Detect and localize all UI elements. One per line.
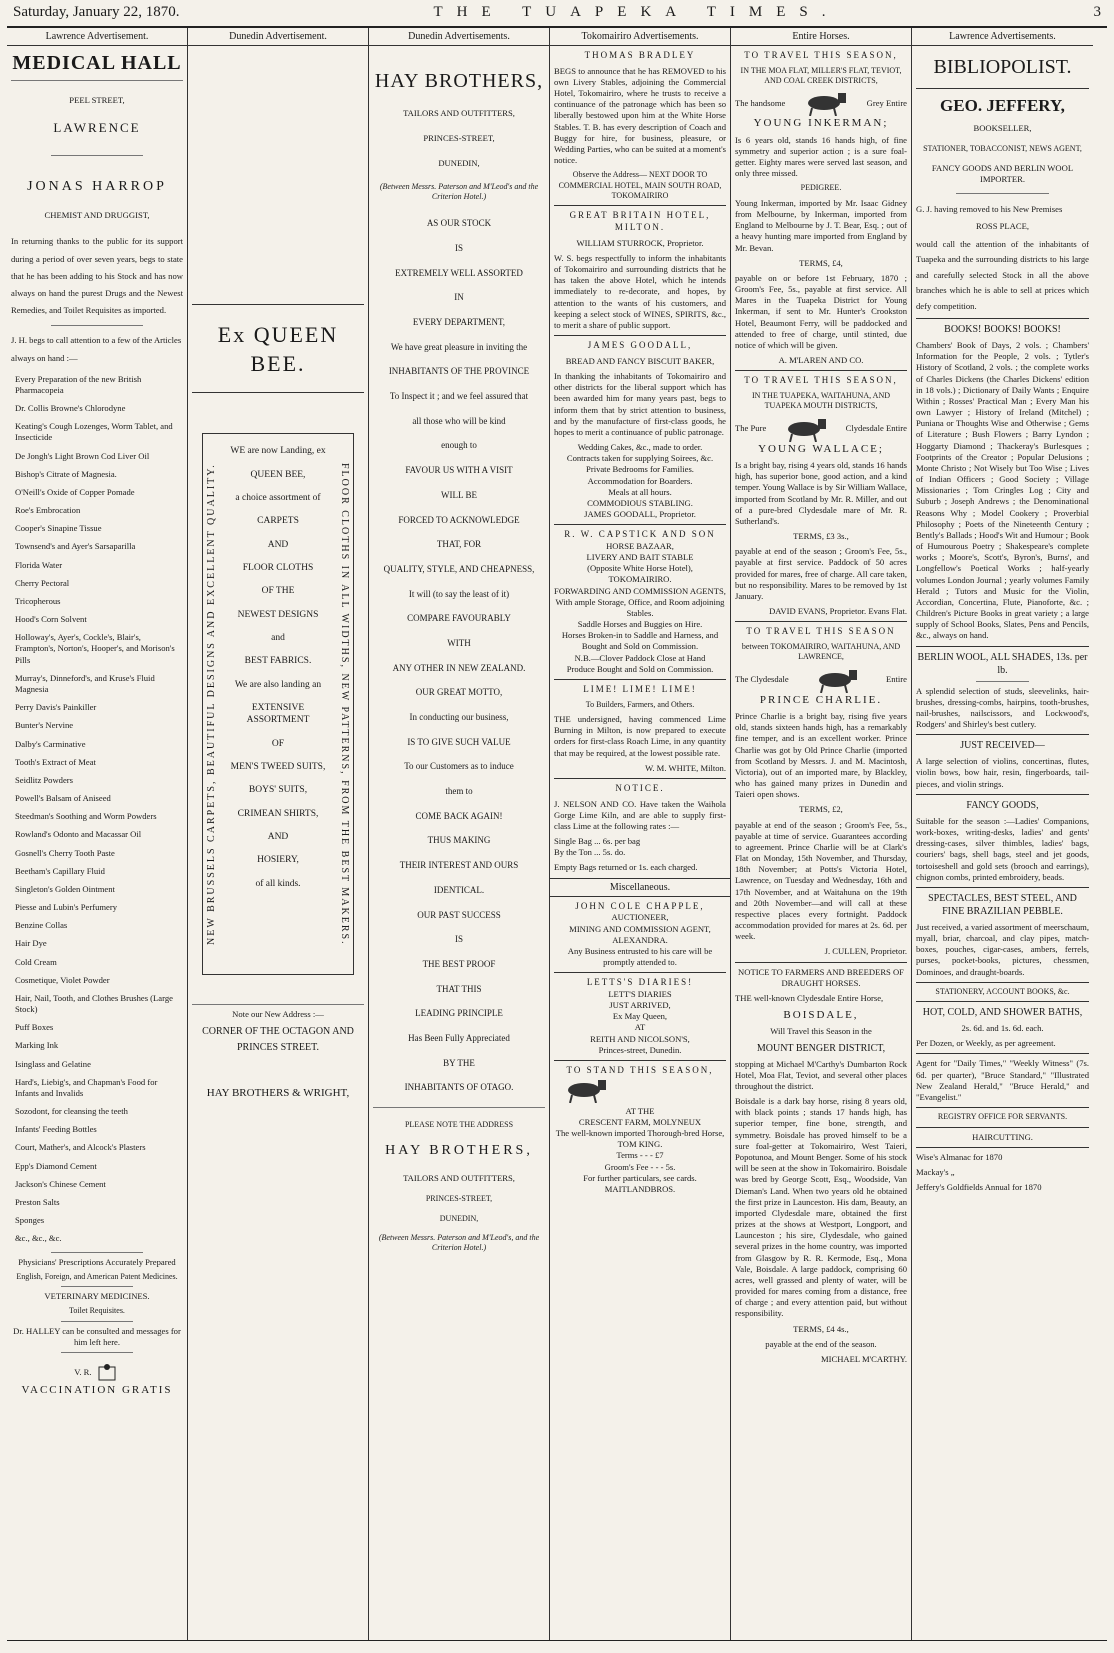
list-item: Benzine Collas [15, 920, 68, 931]
list-item: MINING AND COMMISSION AGENT, [569, 923, 711, 934]
ad-sub: TAILORS AND OUTFITTERS, [403, 108, 515, 118]
article-list [11, 374, 183, 1245]
list-item: MEN'S TWEED SUITS, [230, 762, 326, 772]
list-item: LETT'S DIARIES [608, 988, 672, 999]
list-item: In conducting our business, [409, 712, 509, 723]
vet-line: VETERINARY MEDICINES. [44, 1291, 150, 1302]
list-item: OF THE [261, 586, 295, 597]
capstick-lines [554, 541, 726, 675]
list-item: Cold Cream [15, 956, 57, 967]
chapple-title: JOHN COLE CHAPPLE, [575, 900, 705, 911]
inkerman-terms: TERMS, £4, [799, 257, 843, 268]
list-item: Piesse and Lubin's Perfumery [15, 902, 118, 913]
horse-right-label: Clydesdale Entire [845, 423, 907, 434]
ad-between-2: (Between Messrs. Paterson and M'Leod's, and the Criterion Hotel.) [378, 1232, 540, 1252]
list-item: For further particulars, see cards. [583, 1172, 697, 1183]
list-item: De Jongh's Light Brown Cod Liver Oil [15, 450, 150, 461]
bradley-title: THOMAS BRADLEY [584, 50, 696, 60]
list-item: Sponges [15, 1215, 45, 1226]
spectacles-head: SPECTACLES, BEST STEEL, AND FINE BRAZILIAN PEBBLE. [928, 892, 1077, 917]
ad-street-2: PRINCES-STREET, [425, 1193, 493, 1203]
page-number: 3 [1093, 4, 1101, 20]
floorcloths-vertical-text: FLOOR CLOTHS IN ALL WIDTHS, NEW PATTERNS, FROM THE BEST MAKERS. [339, 462, 350, 946]
horse-icon [774, 416, 838, 442]
hay-lines [373, 218, 545, 1094]
trade-2: STATIONER, TOBACCONIST, NEWS AGENT, [923, 144, 1082, 154]
cutlery-text: A splendid selection of studs, sleevelinks, hair-brushes, dressing-combs, hairpins, tooth-brushes, nail-brushes, nailscissors, and Lockwood's, Rodgers' and Shirley's best cutlery. [916, 685, 1089, 730]
received-text: A large selection of violins, concertinas, flutes, violin bows, bow hair, resin, fingerboards, tail-pieces, and violin strings. [916, 756, 1089, 789]
list-item: FLOOR CLOTHS [242, 562, 314, 573]
boisdale-text3: Boisdale is a dark bay horse, rising 8 years old, with black points ; stands 17 hands high, has superior temper, fine bone, strength, and symmetry. Boisdale has proved himself to be a sure foal-getter at Tokomairiro, West Taieri, Popotunoa, and Mount Benger. Some of his stock will be seen at the show in Tokomairiro. Boisdale was bred by George Scott, Esq., Woodside, Van Dieman's Land. When two years old he obtained the first prize in Launceston. His dam, Beauty, an imported Clydesdale mare, obtained the first prizes at the shows at Westport, Longport, and Launceston ; his sire, Clydesdale, who gained several prizes in the home country, was imported from Glasgow by R. R. Kermode, Esq., Mona Vale, Boisdale. A large paddock, comprising 60 acres, well grassed and plenty of water, will be provided for mares coming from a distance, free of charge ; and every attention paid, but without responsibility. [735, 1096, 907, 1319]
tomking-title: TO STAND THIS SEASON, [566, 1064, 714, 1075]
list-item: BY THE [443, 1057, 475, 1068]
list-item: Rowland's Odonto and Macassar Oil [15, 829, 142, 840]
horse-left-label: The handsome [735, 97, 786, 108]
list-item: Bunter's Nervine [15, 720, 74, 731]
attention-text: J. H. begs to call attention to a few of the Articles always on hand :— [11, 335, 182, 363]
wallace-name: YOUNG WALLACE; [758, 442, 884, 455]
list-item: ALEXANDRA. [612, 934, 668, 945]
list-item: MAITLANDBROS. [604, 1183, 676, 1194]
boisdale-name: BOISDALE, [783, 1009, 859, 1022]
list-item: Hair Dye [15, 938, 47, 949]
list-item: AT [634, 1022, 646, 1033]
horse-icon [794, 90, 858, 116]
list-item: ANY OTHER IN NEW ZEALAND. [392, 662, 526, 673]
list-item: Groom's Fee - - - 5s. [604, 1161, 676, 1172]
column-queen-bee [188, 28, 369, 1640]
list-item: Cherry Pectoral [15, 577, 70, 588]
list-item: We have great pleasure in inviting the [390, 341, 528, 352]
queen-bee-title: Ex QUEEN BEE. [217, 322, 339, 376]
list-item: WILL BE [441, 489, 477, 500]
list-item: OUR PAST SUCCESS [417, 909, 501, 920]
notice-foot: Empty Bags returned or 1s. each charged. [554, 862, 698, 873]
list-item: a choice assortment of [235, 492, 321, 503]
list-item: N.B.—Clover Paddock Close at Hand [574, 652, 706, 663]
inkerman-text: Is 6 years old, stands 16 hands high, of fine symmetry and superior action ; is a sure foal-getter. Eighty mares were served last season, and only three missed. [735, 134, 907, 179]
inkerman-sub: IN THE MOA FLAT, MILLER'S FLAT, TEVIOT, AND COAL CREEK DISTRICTS, [740, 65, 902, 86]
lime-title: LIME! LIME! LIME! [583, 684, 697, 694]
list-item: NEWEST DESIGNS [237, 609, 319, 620]
list-item: Terms - - - £7 [616, 1150, 664, 1161]
boisdale-title: NOTICE TO FARMERS AND BREEDERS OF DRAUGHT HORSES. [738, 966, 904, 988]
received-head: JUST RECEIVED— [960, 740, 1045, 752]
list-item: Marking Ink [15, 1040, 59, 1051]
list-item: Saddle Horses and Buggies on Hire. [577, 619, 703, 630]
baker-sub: BREAD AND FANCY BISCUIT BAKER, [565, 355, 715, 366]
registry-line: REGISTRY OFFICE FOR SERVANTS. [937, 1112, 1068, 1122]
vaccination-line: VACCINATION GRATIS [21, 1383, 173, 1396]
list-item: THAT, FOR [436, 539, 482, 550]
trade-3: FANCY GOODS AND BERLIN WOOL IMPORTER. [931, 162, 1074, 184]
list-item: OUR GREAT MOTTO, [415, 687, 503, 698]
list-item: QUEEN BEE, [250, 469, 306, 480]
list-item: Infants' Feeding Bottles [15, 1124, 97, 1135]
list-item: AUCTIONEER, [611, 912, 669, 923]
list-item: Hair, Nail, Tooth, and Clothes Brushes (Large Stock) [15, 992, 173, 1015]
list-item: COMMODIOUS STABLING. [587, 497, 693, 508]
charlie-terms: TERMS, £2, [799, 804, 843, 815]
list-item: Wedding Cakes, &c., made to order. [577, 442, 703, 453]
wallace-sign: DAVID EVANS, Proprietor. Evans Flat. [769, 606, 907, 617]
intro-text: In returning thanks to the public for its support during a period of over seven years, begs to state that he has been adding to his Stock and has now always on hand the purest Drugs and the Newest Remedies, and Toilet Requisites as imported. [11, 236, 183, 316]
royal-arms-icon [94, 1363, 120, 1383]
misc-header: Miscellaneous. [550, 878, 730, 897]
wallace-title: TO TRAVEL THIS SEASON, [744, 375, 898, 386]
list-item: FORCED TO ACKNOWLEDGE [398, 514, 520, 525]
list-item: all those who will be kind [412, 415, 506, 426]
list-item: enough to [441, 440, 477, 451]
horse-icon [554, 1077, 618, 1103]
charlie-title: TO TRAVEL THIS SEASON [746, 626, 896, 637]
wool-line: BERLIN WOOL, ALL SHADES, 13s. per lb. [917, 651, 1088, 676]
list-item: Hard's, Liebig's, and Chapman's Food for Infants and Invalids [15, 1076, 158, 1098]
horse-left-label: The Clydesdale [735, 674, 789, 685]
charlie-name: PRINCE CHARLIE. [759, 693, 883, 706]
list-item: THEIR INTEREST AND OURS [399, 860, 519, 871]
almanac-1: Wise's Almanac for 1870 [916, 1151, 1003, 1162]
list-item: To our Customers as to induce [404, 761, 514, 772]
lime-sign: W. M. WHITE, Milton. [645, 762, 726, 773]
column-header: Tokomairiro Advertisements. [550, 28, 730, 46]
halley-line: Dr. HALLEY can be consulted and messages for him left here. [13, 1325, 181, 1347]
list-item: Beetham's Capillary Fluid [15, 865, 105, 876]
horse-right-label: Grey Entire [866, 97, 907, 108]
list-item: &c., &c., &c. [15, 1233, 62, 1244]
boisdale-text2: stopping at Michael M'Carthy's Dumbarton Rock Hotel, Moa Flat, Teviot, and several other places throughout the district. [735, 1058, 907, 1091]
column-medical-hall [7, 28, 188, 1640]
list-item: QUALITY, STYLE, AND CHEAPNESS, [383, 563, 535, 574]
list-item: With ample Storage, Office, and Room adjoining Stables. [555, 596, 725, 618]
list-item: Roe's Embrocation [15, 505, 81, 516]
stationery-line: STATIONERY, ACCOUNT BOOKS, &c. [935, 986, 1070, 996]
list-item: THE BEST PROOF [422, 958, 496, 969]
list-item: HOSIERY, [257, 855, 299, 866]
list-item: It will (to say the least of it) [408, 588, 510, 599]
list-item: Has Been Fully Appreciated [408, 1032, 510, 1043]
address-note: Note our New Address :— [232, 1009, 324, 1020]
list-item: AND [267, 832, 289, 843]
list-item: WE are now Landing, ex [230, 446, 326, 457]
list-item: Perry Davis's Painkiller [15, 702, 97, 713]
list-item: Preston Salts [15, 1196, 60, 1207]
list-item: Florida Water [15, 559, 63, 570]
boisdale-intro: THE well-known Clydesdale Entire Horse, [735, 992, 884, 1003]
list-item: TOKOMAIRIRO. [608, 574, 672, 585]
ad-street: PEEL STREET, [69, 95, 125, 105]
inkerman-pedigree: PEDIGREE. [800, 183, 842, 193]
list-item: Dr. Collis Browne's Chlorodyne [15, 403, 126, 414]
boisdale-district: MOUNT BENGER DISTRICT, [756, 1042, 886, 1054]
list-item: Singleton's Golden Ointment [15, 883, 115, 894]
proprietor-name: JONAS HARROP [27, 179, 167, 195]
list-item: CRESCENT FARM, MOLYNEUX [578, 1116, 702, 1127]
ad-title: BIBLIOPOLIST. [933, 56, 1072, 78]
list-item: EXTREMELY WELL ASSORTED [395, 267, 523, 278]
column-header: Lawrence Advertisement. [7, 28, 187, 46]
inkerman-sign: A. M'LAREN AND CO. [778, 355, 864, 366]
ad-between: (Between Messrs. Paterson and M'Leod's and the Criterion Hotel.) [379, 181, 539, 201]
queen-bee-lines [223, 445, 333, 890]
column-header: Dunedin Advertisement. [188, 28, 368, 46]
inkerman-title: TO TRAVEL THIS SEASON, [744, 50, 898, 60]
baker-text: In thanking the inhabitants of Tokomairiro and other districts for the liberal support which has been awarded him for many years past, begs to inform them that by strict attention to business, and by the manufacture of first-class goods, he hopes to merit a continuance of public patronage. [554, 371, 726, 437]
horse-right-label: Entire [885, 674, 907, 685]
list-item: Hood's Corn Solvent [15, 614, 87, 625]
agent-text: Agent for "Daily Times," "Weekly Witness" (7s. 6d. per quarter), "Bruce Standard," "Illustrated New Zealand Herald," "Bruce Herald," and "Evangelist." [916, 1058, 1089, 1102]
carpets-vertical-text: NEW BRUSSELS CARPETS, BEAUTIFUL DESIGNS AND EXCELLENT QUALITY. [206, 463, 217, 946]
column-hay-brothers [369, 28, 550, 1640]
masthead [7, 4, 1107, 28]
list-item: CARPETS [257, 516, 299, 527]
inkerman-name: YOUNG INKERMAN; [753, 117, 889, 130]
list-item: Tooth's Extract of Meat [15, 756, 96, 767]
new-address: CORNER OF THE OCTAGON AND PRINCES STREET. [202, 1026, 354, 1054]
almanac-2: Mackay's „ [916, 1166, 955, 1177]
wallace-sub: IN THE TUAPEKA, WAITAHUNA, AND TUAPEKA MOUTH DISTRICTS, [751, 390, 891, 411]
books-list: Chambers' Book of Days, 2 vols. ; Chambers' Information for the People, 2 vols. ; Tytler's History of Scotland, 2 vols. ; the complete works of Charles Dickens (the Charles Dickens' edition in 18 vols.) ; Dictionary of Daily Wants ; Enquire Within ; Rosses' Practical Man ; Every Man his own Lawyer ; History of Ireland (Mitchel) ; Puniana or Thoughts Wise and Otherwise ; Gems of Literature ; Bush Flowers ; Barry Lyndon ; Hoggarty Diamond ; Thackeray's Burlesques ; Footprints of the Creator ; Popular Delusions ; Monte Christo ; Not Wisely but Too Wise ; Lives of Indian Officers ; Good Society ; Village Missionaries ; Tom Cringles Log ; City and Suburb ; Joseph Andrews ; the Denominational Reasons Why ; Model Cookery ; Proverbial Philosophy ; Poets of the Nineteenth Century ; Bently's Ballads ; Hood's Wit and Humour ; Book of Humourous Poetry ; Shakespeare's complete works ; Moore's, Scott's, Byron's, Burns', and Longfellow's Poetical Works ; half-yearly volumes London Journal ; yearly volumes Family Herald ; Tutors and Music for the Violin, Accordian, Concertina, Flute, Pianoforte, &c. ; Children's Picture Books in great variety ; a large supply of School Books, Slates, Pens and Pencils, &c., always on hand. [916, 339, 1089, 641]
almanac-3: Jeffery's Goldfields Annual for 1870 [916, 1182, 1042, 1193]
list-item: COME BACK AGAIN! [415, 810, 503, 821]
ad-town: LAWRENCE [53, 120, 141, 136]
spectacles-text: Just received, a varied assortment of meerschaum, myall, briar, charcoal, and clay pipes, match-boxes, pouches, cigar-cases, ambers, ferrels, purses, pocket-books, pictures, chessmen, Dominoes, and draught-boards. [916, 921, 1089, 977]
wallace-terms-text: payable at end of the season ; Groom's Fee, 5s., payable at first service. Paddock of 50 acres provided for mares, free of charge. All care taken, but no responsibility. Mares to be removed by 1st January. [735, 546, 907, 601]
list-item: Powell's Balsam of Aniseed [15, 793, 111, 804]
charlie-text: Prince Charlie is a bright bay, rising five years old, stands sixteen hands high, has a remarkably fine temper, and is an excellent worker. Prince Charlie was got by Old Prince Charlie (imported from Scotland by Messrs. J. and M. Macintosh, Victoria), out of an imported mare, by Blackley, who has gained many prizes in Dunedin and Taieri open shows. [735, 711, 907, 800]
baker-lines [554, 442, 726, 520]
intro-text-2: would call the attention of the inhabitants of Tuapeka and the surrounding districts to his large and carefully selected Stock in all the above branches which he is able to sell at prices which defy competition. [916, 238, 1089, 311]
ad-sub-2: TAILORS AND OUTFITTERS, [403, 1172, 515, 1183]
list-item: IN [454, 292, 464, 303]
fancy-head: FANCY GOODS, [966, 799, 1039, 811]
letts-lines [554, 989, 726, 1056]
boisdale-text1: Will Travel this Season in the [770, 1026, 872, 1037]
notice-title: NOTICE. [615, 782, 665, 793]
list-item: Seidlitz Powders [15, 774, 74, 785]
charlie-horse-row [735, 667, 907, 693]
letts-title: LETTS'S DIARIES! [586, 977, 694, 988]
ad-title: MEDICAL HALL [12, 52, 182, 74]
list-item: and [271, 632, 285, 643]
notice-rates [554, 836, 726, 858]
list-item: REITH AND NICOLSON'S, [590, 1033, 690, 1044]
tomking-lines [554, 1106, 726, 1195]
list-item: Every Preparation of the new British Pharmacopeia [15, 373, 142, 395]
boisdale-terms: TERMS, £4 4s., [793, 1323, 849, 1334]
boisdale-sign: MICHAEL M'CARTHY. [820, 1353, 907, 1364]
list-item: LIVERY AND BAIT STABLE [586, 552, 694, 563]
list-item: (Opposite White Horse Hotel), [587, 563, 693, 574]
list-item: AT THE [625, 1105, 655, 1116]
list-item: THUS MAKING [427, 835, 491, 846]
list-item: Murray's, Dinneford's, and Kruse's Fluid Magnesia [15, 672, 155, 694]
list-item: AS OUR STOCK [426, 218, 492, 229]
bradley-text: BEGS to announce that he has REMOVED to his own Livery Stables, adjoining the Commercial Hotel, Tokomairiro, where he trusts to receive a continuance of the patronage which has been so liberally bestowed upon him at the White Horse Stables. T. B. has every description of Coach and Buggy for hire, for business, pleasure, or Wedding Parties, who can be suited at a moment's notice. [554, 65, 726, 166]
inkerman-horse-row [735, 90, 907, 116]
ad-town-2: DUNEDIN, [439, 1214, 479, 1224]
proprietor-name: GEO. JEFFERY, [940, 96, 1065, 115]
column-header: Lawrence Advertisements. [912, 28, 1093, 46]
list-item: AND [267, 539, 289, 550]
list-item: TOM KING. [617, 1139, 663, 1150]
list-item: Sozodont, for cleansing the teeth [15, 1106, 128, 1117]
ad-town: DUNEDIN, [438, 158, 480, 169]
charlie-terms-text: payable at end of the season ; Groom's Fee, 5s., payable at time of service. Guarantees according to agreement. Prince Charlie will be at Clark's Flat on Monday, 15th November, and Thursday, 18th November; at Potts's Victoria Hotel, Lawrence, on Tuesday and Wednesday, 16th and 17th November, and at Waitahuna on the 19th and 20th November—and will call at these respective places every fortnight. Paddock accommodation provided for mares at 2s. 6d. per week. [735, 819, 907, 942]
baker-title: JAMES GOODALL, [587, 340, 693, 351]
list-item: Epp's Diamond Cement [15, 1160, 97, 1171]
list-item: Puff Boxes [15, 1022, 54, 1033]
ad-title: HAY BROTHERS, [374, 70, 544, 92]
wallace-horse-row [735, 416, 907, 442]
list-item: Steedman's Soothing and Worm Powders [15, 811, 157, 822]
trade: CHEMIST AND DRUGGIST, [44, 210, 150, 221]
firm-name: HAY BROTHERS & WRIGHT, [206, 1087, 350, 1100]
list-item: Private Bedrooms for Families. [586, 464, 694, 475]
horse-icon [805, 667, 869, 693]
horse-left-label: The Pure [735, 423, 767, 434]
baths-terms: Per Dozen, or Weekly, as per agreement. [916, 1038, 1056, 1049]
list-item: IS [454, 934, 463, 945]
list-item: LEADING PRINCIPLE [415, 1008, 503, 1019]
list-item: To Inspect it ; and we feel assured that [389, 391, 529, 402]
wallace-text: Is a bright bay, rising 4 years old, stands 16 hands high, has superior bone, good action, and a kind temper. Young Wallace is by Sir William Wallace, imported from Scotland by Mr. R. Miller, and out of a pure-bred Clydesdale mare of Mr. R. Sutherland's. [735, 460, 907, 526]
list-item: Holloway's, Ayer's, Cockle's, Blair's, Frampton's, Norton's, Hooper's, and Morison's Pills [15, 632, 175, 665]
column-bibliopolist [912, 28, 1093, 1640]
wallace-terms: TERMS, £3 3s., [793, 531, 849, 542]
royal-arms-line [11, 1363, 183, 1383]
list-item: INHABITANTS OF OTAGO. [404, 1082, 514, 1093]
list-item: IDENTICAL. [433, 884, 485, 895]
chapple-lines [554, 912, 726, 968]
list-item: Contracts taken for supplying Soirees, &c. [566, 453, 714, 464]
list-item: Horses Broken-in to Saddle and Harness, and Bought and Sold on Commission. [561, 630, 719, 652]
list-item: Jackson's Chinese Cement [15, 1178, 106, 1189]
list-item: Keating's Cough Lozenges, Worm Tablet, and Insecticide [15, 421, 173, 443]
capstick-title: R. W. CAPSTICK AND SON [564, 529, 716, 540]
ad-street: PRINCES-STREET, [423, 133, 495, 144]
list-item: Townsend's and Ayer's Sarsaparilla [15, 541, 136, 552]
list-item: The well-known imported Thorough-bred Horse, [555, 1128, 725, 1139]
list-item: OF [271, 738, 285, 749]
firm-name-2: HAY BROTHERS, [385, 1143, 533, 1159]
list-item: Princes-street, Dunedin. [598, 1044, 682, 1055]
list-item: JUST ARRIVED, [609, 1000, 671, 1011]
books-head: BOOKS! BOOKS! BOOKS! [944, 323, 1061, 335]
list-item: Single Bag ... 6s. per bag [554, 836, 641, 847]
carpet-advert-box [202, 433, 354, 975]
lime-sub: To Builders, Farmers, and Others. [585, 699, 695, 709]
list-item: WITH [447, 637, 471, 648]
list-item: Meals at all hours. [608, 486, 672, 497]
list-item: Dalby's Carminative [15, 738, 86, 749]
physicians-line: Physicians' Prescriptions Accurately Prepared [18, 1256, 176, 1267]
list-item: Isinglass and Gelatine [15, 1058, 91, 1069]
list-item: Accommodation for Boarders. [587, 475, 693, 486]
toilet-line: Toilet Requisites. [69, 1306, 125, 1316]
list-item: THAT THIS [436, 983, 482, 994]
list-item: IS [454, 242, 463, 253]
hotel-prop: WILLIAM STURROCK, Proprietor. [576, 237, 704, 248]
column-entire-horses [731, 28, 912, 1640]
charlie-sub: between TOKOMAIRIRO, WAITAHUNA, AND LAWRENCE, [741, 641, 901, 662]
boisdale-terms-text: payable at the end of the season. [765, 1338, 877, 1349]
column-tokomairiro [550, 28, 731, 1640]
list-item: CRIMEAN SHIRTS, [237, 808, 319, 819]
list-item: By the Ton ... 5s. do. [554, 847, 626, 858]
list-item: Cosmetique, Violet Powder [15, 974, 110, 985]
list-item: INHABITANTS OF THE PROVINCE [388, 366, 530, 377]
vr-text: V. R. [74, 1366, 92, 1377]
fancy-text: Suitable for the season :—Ladies' Companions, work-boxes, writing-desks, ladies' and gents' dressing-cases, silver thimbles, ladies' bags, couriers' bags, shell bags, steel and jet goods, tortoiseshell and gold sets (brooch and earrings), chignon combs, printed embroidery, beads. [916, 815, 1089, 882]
intro-text: G. J. having removed to his New Premises [916, 204, 1063, 214]
list-item: BOYS' SUITS, [248, 785, 308, 796]
lime-text: THE undersigned, having commenced Lime Burning in Milton, is now prepared to execute orders for first-class Roach Lime, in any quantity that may be required, at the lowest possible rate. [554, 714, 726, 758]
list-item: Produce Bought and Sold on Commission. [566, 663, 714, 674]
list-item: Cooper's Sinapine Tissue [15, 523, 102, 534]
list-item: Any Business entrusted to his care will be promptly attended to. [567, 945, 713, 968]
hotel-text: W. S. begs respectfully to inform the inhabitants of Tokomairiro and surrounding districts that he has taken the above Hotel, which he intends immediately to re-decorate, and hopes, by attention to the wants of his customers, and keeping a select stock of WINES, SPIRITS, &c., to merit a share of public support. [554, 252, 726, 330]
trade: BOOKSELLER, [973, 123, 1032, 134]
premises: ROSS PLACE, [975, 221, 1029, 232]
list-item: FORWARDING AND COMMISSION AGENTS, [554, 585, 726, 596]
list-item: JAMES GOODALL, Proprietor. [584, 509, 696, 520]
list-item: Bishop's Citrate of Magnesia. [15, 468, 117, 479]
column-header: Dunedin Advertisements. [369, 28, 549, 46]
list-item: Court, Mather's, and Alcock's Plasters [15, 1142, 146, 1153]
list-item: Ex May Queen, [612, 1011, 668, 1022]
list-item: them to [445, 786, 473, 797]
haircutting-line: HAIRCUTTING. [972, 1131, 1033, 1142]
list-item: of all kinds. [255, 878, 301, 889]
hotel-title: GREAT BRITAIN HOTEL, MILTON. [569, 210, 711, 233]
baths-line: HOT, COLD, AND SHOWER BATHS, [922, 1007, 1083, 1019]
please-note: PLEASE NOTE THE ADDRESS [404, 1120, 514, 1130]
column-header: Entire Horses. [731, 28, 911, 46]
list-item: We are also landing an [234, 679, 322, 690]
inkerman-pedigree-text: Young Inkerman, imported by Mr. Isaac Gidney from Melbourne, by Inkerman, imported from England to Melbourne by J. T. Bear, Esq. ; out of a heavy hunting mare imported from England by Mr. Bevan. [735, 197, 907, 253]
newspaper-title: THE TUAPEKA TIMES. [433, 4, 840, 20]
list-item: FAVOUR US WITH A VISIT [405, 465, 513, 476]
notice-text: J. NELSON AND CO. Have taken the Waihola Gorge Lime Kiln, and are able to supply first-class Lime at the following rates :— [554, 798, 726, 831]
list-item: EXTENSIVE ASSORTMENT [246, 702, 310, 726]
issue-date: Saturday, January 22, 1870. [13, 4, 180, 20]
patent-line: English, Foreign, and American Patent Medicines. [16, 1271, 178, 1281]
bradley-address: Observe the Address— NEXT DOOR TO COMMERCIAL HOTEL, MAIN SOUTH ROAD, TOKOMAIRIRO [558, 170, 722, 201]
list-item: COMPARE FAVOURABLY [407, 613, 511, 624]
baths-price: 2s. 6d. and 1s. 6d. each. [961, 1023, 1044, 1034]
list-item: EVERY DEPARTMENT, [412, 317, 506, 328]
charlie-sign: J. CULLEN, Proprietor. [824, 946, 907, 957]
list-item: IS TO GIVE SUCH VALUE [407, 736, 511, 747]
list-item: BEST FABRICS. [244, 656, 312, 667]
list-item: HORSE BAZAAR, [606, 540, 674, 551]
inkerman-terms-text: payable on or before 1st February, 1870 ; Groom's Fee, 5s., payable at first service. All Mares in the Tuapeka District for Young Inkerman, if sent to Mr. Hunter's Crookston Hotel, Beaumont Ferry, will be paddocked and attended to free of charge, until stinted, due notice of which will be given. [735, 272, 907, 350]
list-item: Tricopherous [15, 595, 61, 606]
list-item: Gosnell's Cherry Tooth Paste [15, 847, 115, 858]
list-item: O'Neill's Oxide of Copper Pomade [15, 486, 135, 497]
newspaper-page [7, 4, 1107, 1644]
